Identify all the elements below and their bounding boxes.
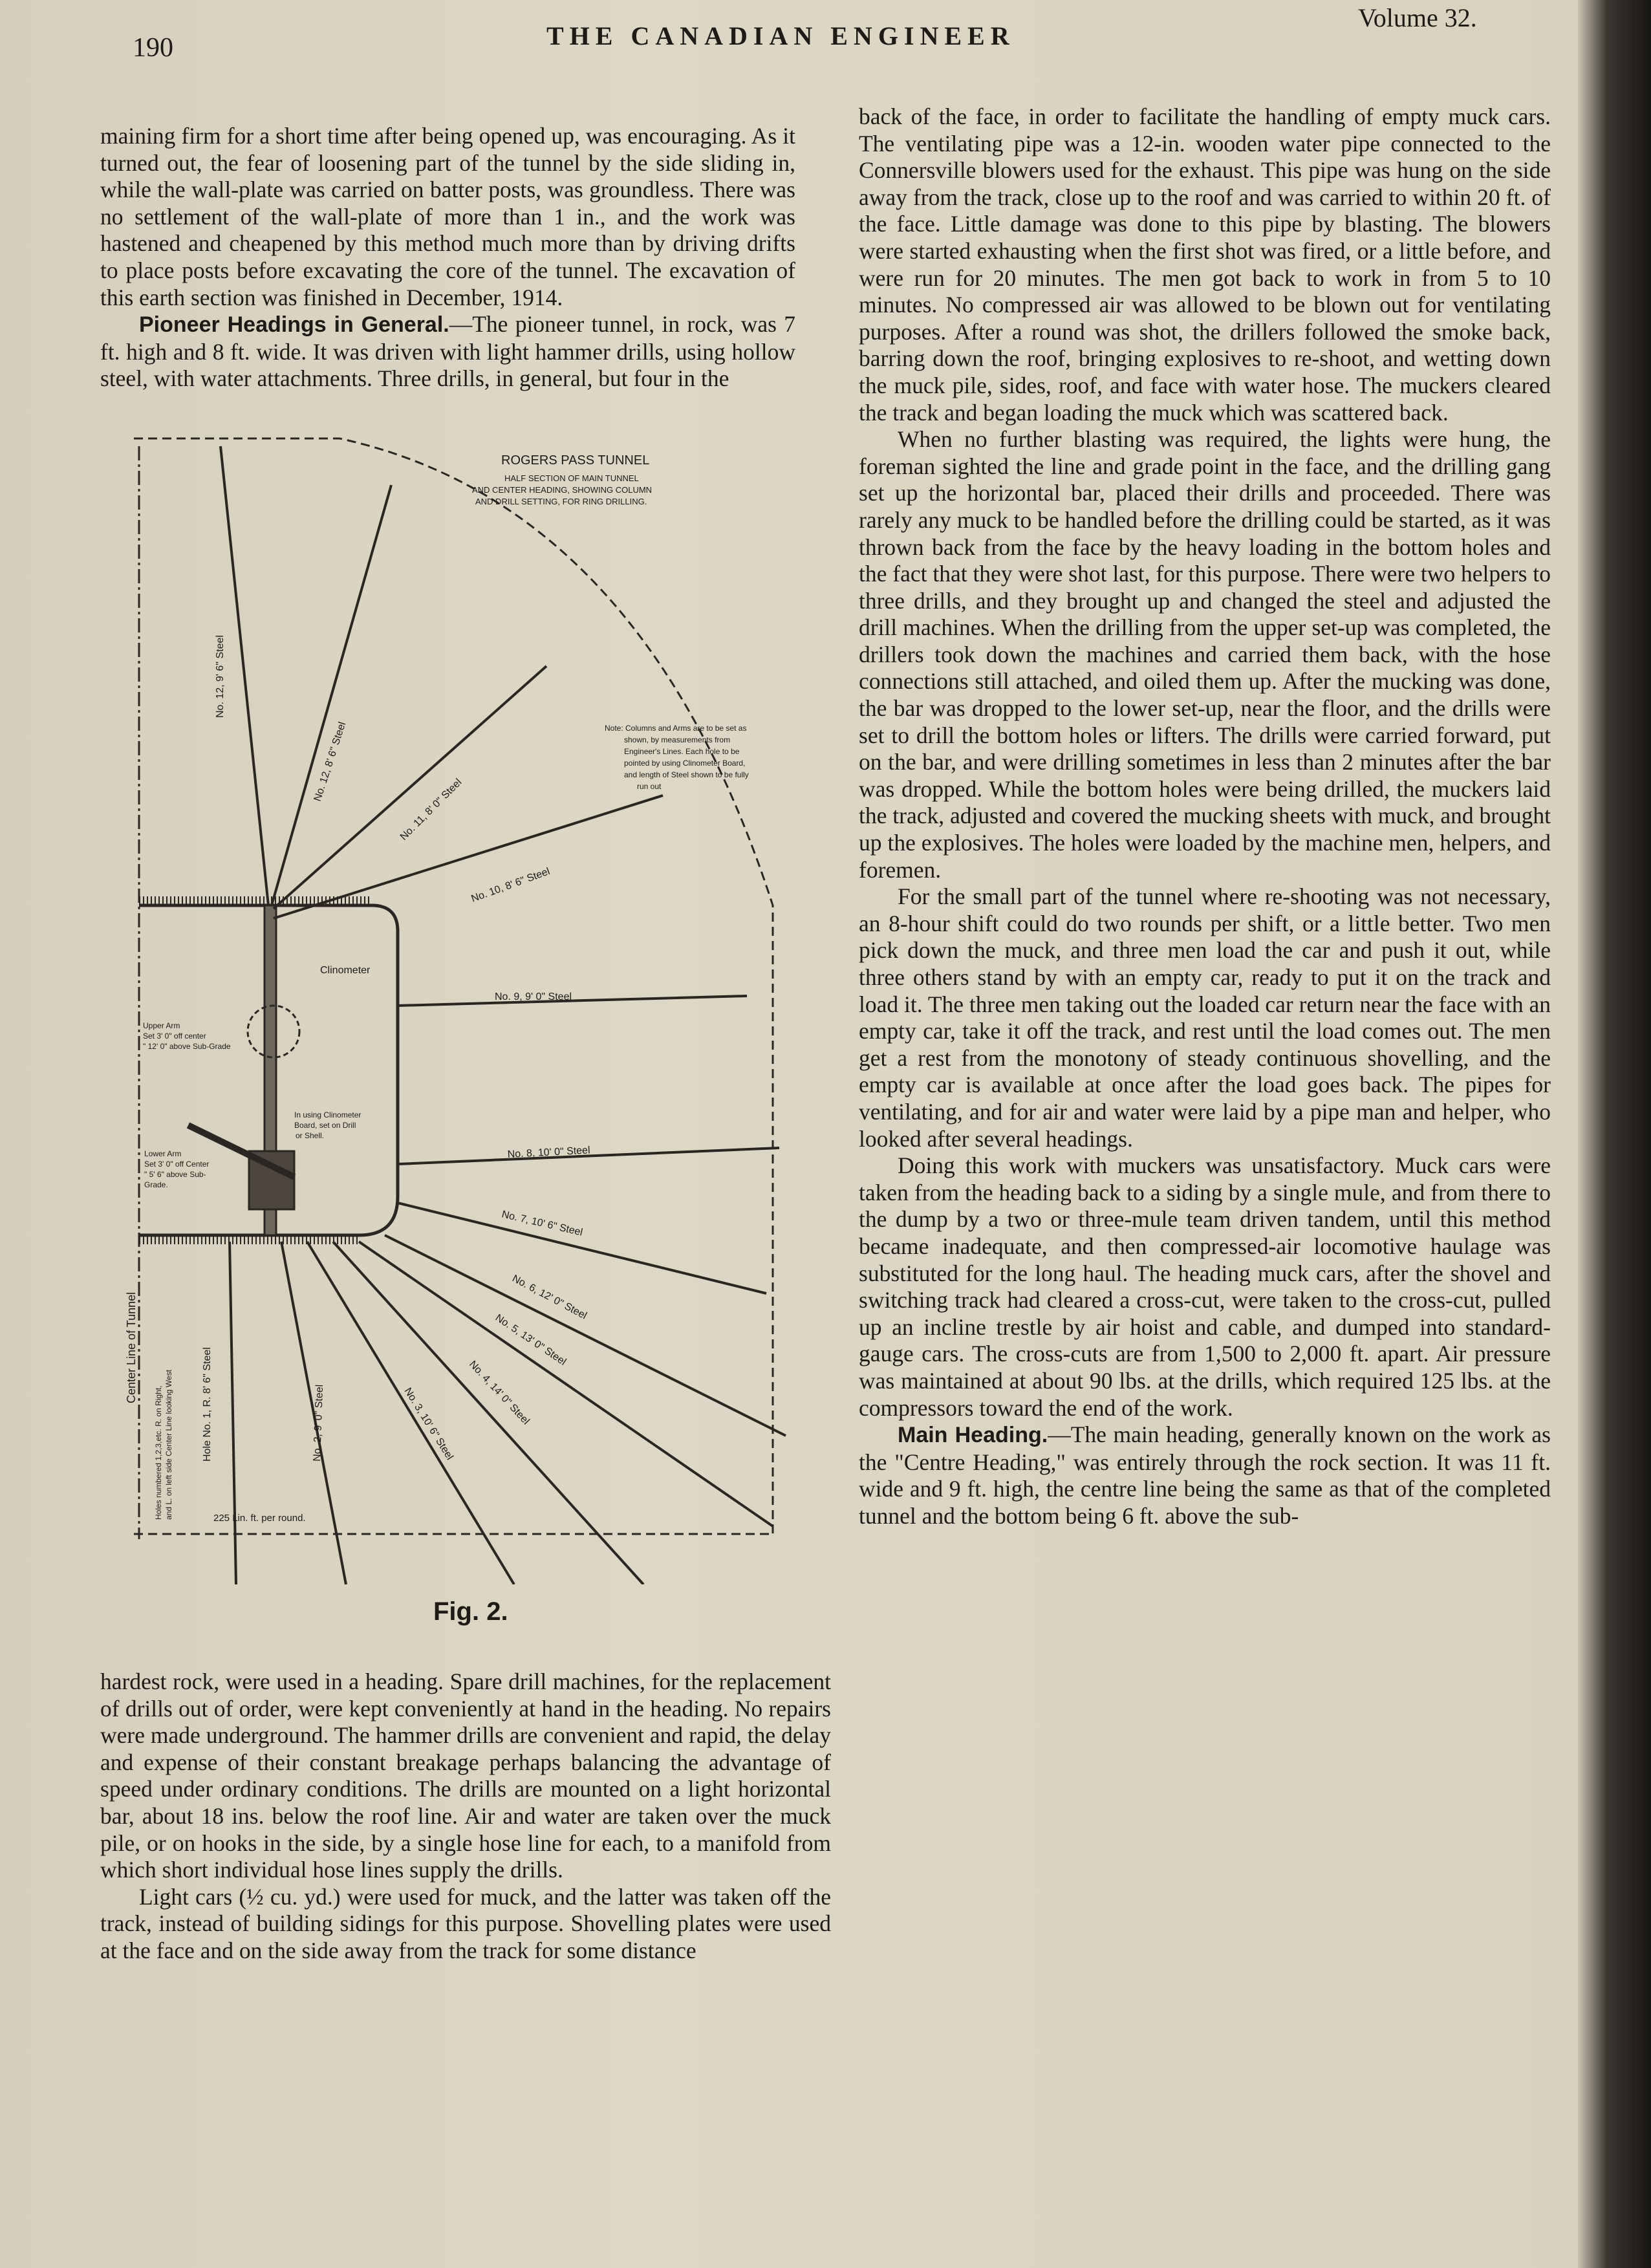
- paragraph: Doing this work with muckers was unsatisfactory. Muck cars were taken from the heading back to a siding by a single mule, and from there to the dump by a two or three-mule team driven tandem, until this method became inadequate, and then compressed-air locomotive haulage was substituted for the long haul. The heading muck cars, after the shovel and switching track had cleared a cross-cut, were taken to the cross-cut, pulled up an incline trestle by air hoist and cable, and dumped into standard-gauge cars. The cross-cuts are from 1,500 to 2,000 ft. apart. Air pressure was maintained at about 90 lbs. at the drills, which required 125 lbs. at the compressors toward the end of the work.: [859, 1152, 1551, 1421]
- hole-label: No. 12, 8' 6" Steel: [312, 720, 349, 803]
- section-heading: Pioneer Headings in General.: [139, 312, 449, 338]
- paragraph: back of the face, in order to facilitate the handling of empty muck cars. The ventilating pipe was a 12-in. wooden water pipe connected to the Connersville blowers used for the exhaust. This pipe was hung on the side away from the track, close up to the roof and was carried to within 20 ft. of the face. Little damage was done to this pipe by blasting. The blowers were started exhausting when the first shot was fired, or a little before, and were run for 20 minutes. The men got back to work in from 5 to 10 minutes. No compressed air was allowed to be blown out for ventilating purposes. After a round was shot, the drillers followed the smoke back, barring down the roof, bringing explosives to re-shoot, and wetting down the muck pile, sides, roof, and face with water hose. The muckers cleared the track and began loading the muck which was scattered back.: [859, 103, 1551, 426]
- hole-label: No. 7, 10' 6" Steel: [501, 1209, 584, 1238]
- upper-arm-label: Upper Arm: [143, 1021, 180, 1030]
- upper-arm-label: " 12' 0" above Sub-Grade: [143, 1042, 231, 1051]
- paragraph: When no further blasting was required, the lights were hung, the foreman sighted the line and grade point in the face, and the drilling gang set up the horizontal bar, placed their drills and proceeded. There was rarely any muck to be handled before the drilling could be started, as it was thrown back from the face by the heavy loading in the bottom holes and the fact that they were shot last, for this purpose. There were two helpers to three drills, and they brought up and changed the steel and adjusted the drill machines. When the drilling from the upper set-up was completed, the drillers took down the machines and carried them back, with the hose connections still attached, and oiled them up. After the mucking was done, the bar was dropped to the lower set-up, near the floor, and the drills were set to drill the bottom holes or lifters. The drills were carried forward, put on the bar, and were drilling sometimes in less than 2 minutes after the bar was dropped. While the bottom holes were being drilled, the muckers laid the track, adjusted and covered the mucking sheets with muck, and brought up the explosives. The holes were loaded by the machine men, helpers, and foremen.: [859, 426, 1551, 883]
- hole-label: No. 10, 8' 6" Steel: [469, 866, 552, 905]
- upper-arm-label: Set 3' 0" off center: [143, 1031, 206, 1041]
- holes-note: Holes numbered 1,2,3,etc. R. on Right,: [154, 1385, 163, 1520]
- paragraph: [100, 311, 795, 393]
- center-line-label: Center Line of Tunnel: [126, 1291, 138, 1403]
- clinometer-board-label: or Shell.: [296, 1131, 325, 1140]
- figure-note: shown, by measurements from: [624, 735, 731, 744]
- hole-line-1: [230, 1242, 236, 1584]
- clinometer-label: Clinometer: [320, 965, 371, 976]
- hole-label: Hole No. 1, R. 8' 6" Steel: [202, 1347, 213, 1462]
- hole-label: No. 11, 8' 0" Steel: [398, 777, 464, 843]
- footage-label: 225 Lin. ft. per round.: [213, 1513, 306, 1524]
- hole-label: No. 3, 10' 6" Steel: [402, 1386, 455, 1462]
- hole-label: No. 5, 13' 0" Steel: [493, 1312, 568, 1368]
- paragraph-body: —The main heading, generally known on the work as the "Centre Heading," was entirely through the rock section. It was 11 ft. wide and 9 ft. high, the centre line being the same as that of the completed tunnel and the bottom being 6 ft. above the sub-: [859, 1421, 1551, 1529]
- tunnel-drill-diagram: [126, 427, 805, 1584]
- hole-label: No. 9, 9' 0" Steel: [495, 991, 572, 1002]
- figure-note: run out: [637, 782, 662, 791]
- paragraph: For the small part of the tunnel where re-shooting was not necessary, an 8-hour shift could do two rounds per shift, or a little better. Two men pick down the muck, and three men load the car and push it out, while three others stand by with an empty car, ready to put it on the track and load it. The three men taking out the loaded car return near the face with an empty car, take it off the track, and rest until the load comes out. The men get a rest from the monotony of steady continuous shovelling, and the empty car is available at once after the load goes back. The pipes for ventilating, and for air and water were laid by a pipe man and helper, who looked after several headings.: [859, 883, 1551, 1152]
- paragraph: maining firm for a short time after being opened up, was encouraging. As it turned out, the fear of loosening part of the tunnel by the side sliding in, while the wall-plate was carried on batter posts, was groundless. There was no settlement of the wall-plate of more than 1 in., and the work was hastened and cheapened by this method much more than by driving drifts to place posts before excavating the core of the tunnel. The excavation of this earth section was finished in December, 1914.: [100, 123, 795, 310]
- lower-arm-label: Set 3' 0" off Center: [144, 1160, 210, 1169]
- volume-label: Volume 32.: [1358, 3, 1477, 32]
- holes-note: and L. on left side Center Line looking West: [164, 1370, 173, 1520]
- journal-title: THE CANADIAN ENGINEER: [546, 21, 1015, 50]
- hole-label: No. 8, 10' 0" Steel: [507, 1145, 590, 1160]
- clinometer-board-label: In using Clinometer: [294, 1110, 361, 1119]
- lower-arm-label: " 5' 6" above Sub-: [144, 1170, 206, 1179]
- figure-title: ROGERS PASS TUNNEL: [501, 453, 650, 468]
- figure-note: Engineer's Lines. Each hole to be: [624, 747, 740, 756]
- section-heading: Main Heading.: [898, 1423, 1048, 1448]
- diagram-svg: [126, 427, 805, 1584]
- lower-arm-label: Lower Arm: [144, 1149, 182, 1158]
- hole-line-12a: [221, 446, 268, 905]
- outer-section-dashed: [134, 438, 773, 1534]
- figure-caption: Fig. 2.: [433, 1597, 508, 1626]
- figure-note: pointed by using Clinometer Board,: [624, 759, 746, 768]
- hole-line-7: [398, 1203, 766, 1293]
- paragraph: Light cars (½ cu. yd.) were used for muck, and the latter was taken off the track, instead of building sidings for this purpose. Shovelling plates were used at the face and on the side away from the track for some distance: [100, 1883, 831, 1963]
- hole-label: No. 6, 12' 0" Steel: [510, 1273, 589, 1322]
- figure-subtitle: AND DRILL SETTING, FOR RING DRILLING.: [475, 497, 647, 506]
- hole-label: No. 4, 14' 0" Steel: [467, 1359, 532, 1427]
- figure-note: Note: Columns and Arms are to be set as: [605, 724, 747, 733]
- figure-note: and length of Steel shown to be fully: [624, 770, 749, 779]
- left-column-bottom: [100, 1669, 831, 1965]
- paragraph: hardest rock, were used in a heading. Spare drill machines, for the replacement of drills out of order, were kept conveniently at hand in the heading. No repairs were made underground. The hammer drills are convenient and rapid, the delay and expense of their constant breakage perhaps balancing the advantage of speed under ordinary conditions. The drills are mounted on a light horizontal bar, about 18 ins. below the roof line. Air and water are taken over the muck pile, or on hooks in the side, by a single hose line for each, to a manifold from which short individual hose lines supply the drills.: [100, 1669, 831, 1883]
- page-number: 190: [133, 33, 173, 63]
- hole-line-5: [359, 1242, 773, 1526]
- paragraph-body: —The pioneer tunnel, in rock, was 7 ft. high and 8 ft. wide. It was driven with light hammer drills, using hollow steel, with water attachments. Three drills, in general, but four in the: [100, 311, 795, 392]
- figure-subtitle: AND CENTER HEADING, SHOWING COLUMN: [472, 485, 653, 495]
- hole-line-6: [385, 1235, 786, 1436]
- hole-label: No. 2, 9' 0" Steel: [312, 1384, 326, 1462]
- paragraph: [859, 1421, 1551, 1529]
- figure-subtitle: HALF SECTION OF MAIN TUNNEL: [504, 473, 639, 483]
- left-column-top: [100, 123, 795, 393]
- clinometer-board-label: Board, set on Drill: [294, 1121, 356, 1130]
- hole-line-12b: [272, 485, 391, 905]
- hole-line-11: [274, 666, 546, 909]
- right-column: [859, 103, 1551, 1529]
- hole-line-9: [398, 996, 747, 1006]
- lower-arm-label: Grade.: [144, 1180, 168, 1189]
- hole-label: No. 12, 9' 6" Steel: [215, 635, 226, 718]
- book-spine: [1578, 0, 1651, 2268]
